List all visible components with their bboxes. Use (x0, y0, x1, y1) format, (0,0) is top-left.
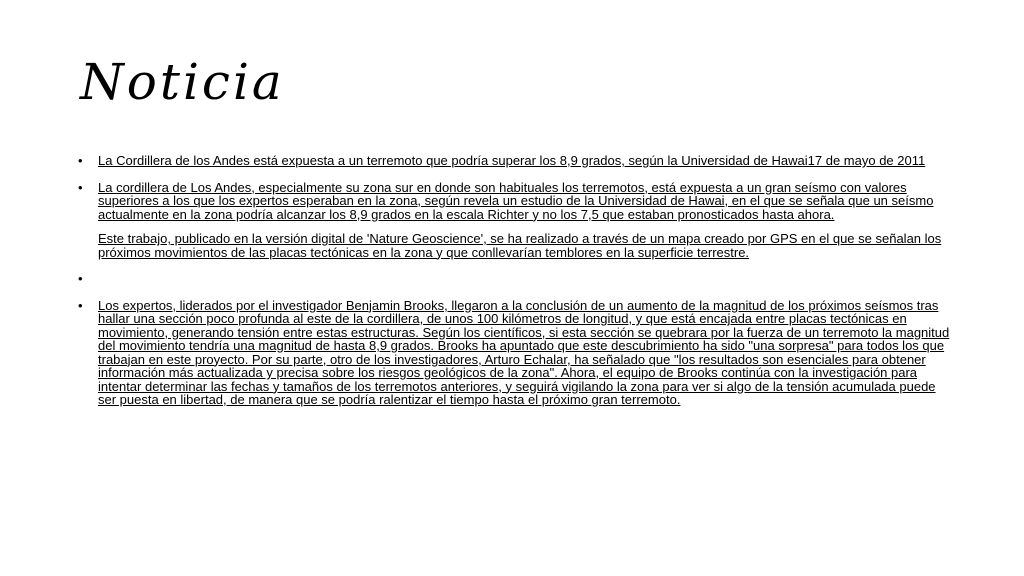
list-item (78, 299, 952, 407)
slide-title: Noticia (80, 53, 285, 111)
bullet-icon: • (78, 179, 83, 195)
news-link-paragraph-1[interactable]: La cordillera de Los Andes, especialmente su zona sur en donde son habituales los terremotos, está expuesta a un gran seísmo con valores superiores a los que los expertos esperaban en la zona, según revela un estudio de la Universidad de Hawai, en el que se señala que un seísmo actualmente en la zona podría alcanzar los 8,9 grados en la escala Richter y no los 7,5 que estaban pronosticados hasta ahora. (98, 179, 934, 222)
list-item (78, 154, 952, 168)
bullet-icon: • (78, 297, 83, 313)
list-item-empty (78, 272, 952, 286)
bullet-icon: • (78, 153, 83, 168)
news-link-paragraph-3[interactable]: Los expertos, liderados por el investigador Benjamin Brooks, llegaron a la conclusión de un aumento de la magnitud de los próximos seísmos tras hallar una sección poco profunda al este de la cordillera, de unos 100 kilómetros de longitud, y que está encajada entre placas tectónicas en movimiento, generando tensión entre estas estructuras. Según los científicos, si esta sección se quebrara por la fuerza de un terremoto la magnitud del movimiento tendría una magnitud de hasta 8,9 grados. Brooks ha apuntado que este descubrimiento ha sido "una sorpresa" para todos los que trabajan en este proyecto. Por su parte, otro de los investigadores, Arturo Echalar, ha señalado que "los resultados son esenciales para obtener información más actualizada y precisa sobre los riesgos geológicos de la zona". Ahora, el equipo de Brooks continúa con la investigación para intentar determinar las fechas y tamaños de los terremotos anteriores, y seguirá vigilando la zona para ver si algo de la tensión acumulada puede ser puesta en libertad, de manera que se podría ralentizar el tiempo hasta el próximo gran terremoto. (98, 297, 950, 407)
news-link-headline[interactable]: La Cordillera de los Andes está expuesta a un terremoto que podría superar los 8,9 grados, según la Universidad de Hawai17 de mayo de 2011 (98, 153, 926, 168)
bullet-icon: • (78, 271, 83, 286)
bullet-list (78, 154, 952, 420)
list-item (78, 181, 952, 260)
news-link-paragraph-2[interactable]: Este trabajo, publicado en la versión digital de 'Nature Geoscience', se ha realizado a través de un mapa creado por GPS en el que se señalan los próximos movimientos de las placas tectónicas en la zona y que conllevarían temblores en la superficie terrestre. (98, 231, 942, 260)
